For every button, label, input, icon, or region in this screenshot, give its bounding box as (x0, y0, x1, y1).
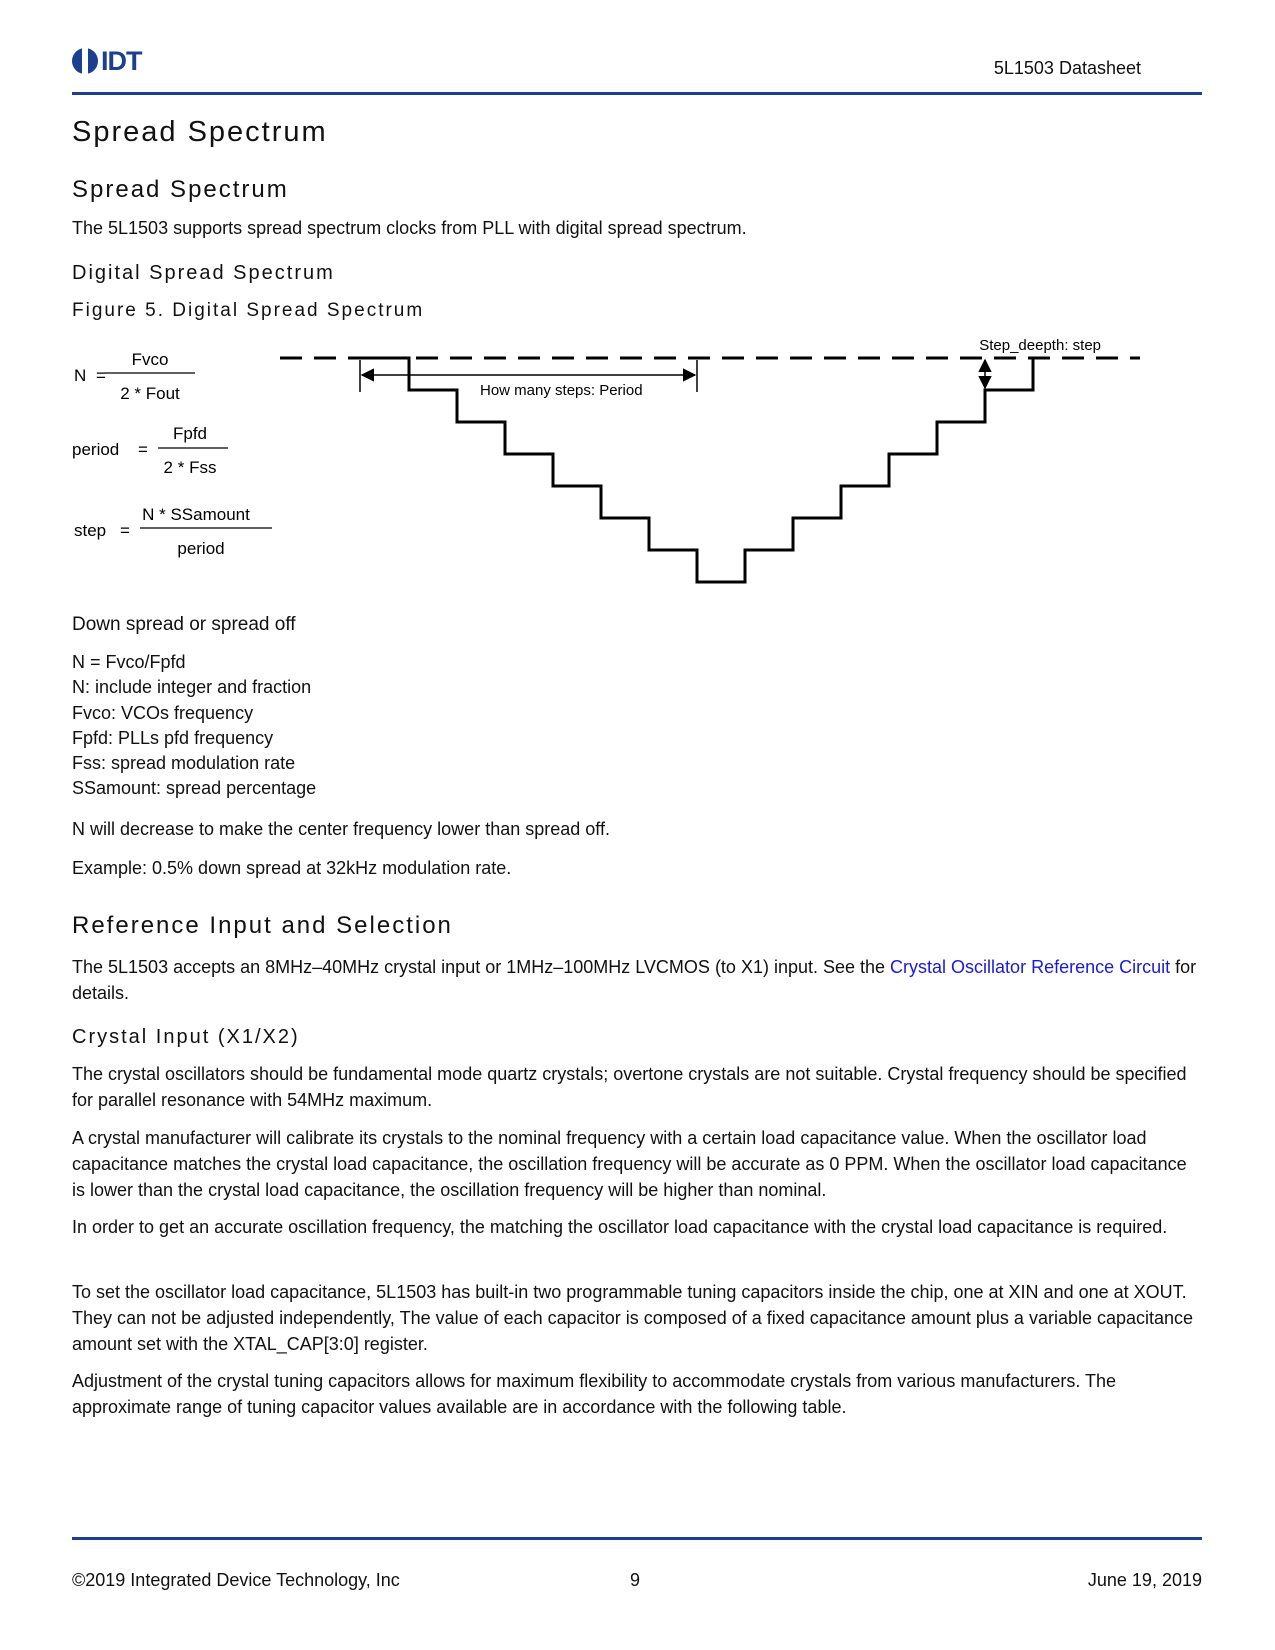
step-depth-label: Step_deepth: step (979, 337, 1101, 354)
formula-n-lhs: N (74, 366, 87, 385)
formula-step-lhs: step (74, 521, 107, 540)
down-spread-subtitle: Down spread or spread off (72, 614, 296, 635)
crystal-input-title: Crystal Input (X1/X2) (72, 1026, 300, 1048)
formula-n-denominator: 2 * Fout (120, 384, 180, 403)
definition-item: Fss: spread modulation rate (72, 753, 296, 774)
footer-page-number: 9 (630, 1570, 641, 1590)
definition-item: SSamount: spread percentage (72, 778, 317, 799)
formula-step (74, 505, 272, 558)
crystal-oscillator-link[interactable]: Crystal Oscillator Reference Circuit (890, 957, 1171, 977)
crystal-paragraph-1: The crystal oscillators should be fundamental mode quartz crystals; overtone crystals are not suitable. Crystal frequency should be specified for parallel resonance with 54MHz maximum. (72, 1064, 1187, 1110)
formula-step-denominator: period (177, 539, 225, 558)
definition-item: Fvco: VCOs frequency (72, 702, 254, 723)
intro-paragraph: The 5L1503 supports spread spectrum clocks from PLL with digital spread spectrum. (72, 218, 747, 238)
formula-period-denominator: 2 * Fss (163, 458, 217, 477)
reference-input-title: Reference Input and Selection (72, 912, 453, 939)
footer-date: June 19, 2019 (1087, 1570, 1202, 1590)
reference-paragraph (72, 954, 1202, 1006)
digital-spread-title: Digital Spread Spectrum (72, 262, 335, 284)
section-title: Spread Spectrum (72, 116, 328, 148)
formula-period (72, 424, 228, 477)
digital-spread-spectrum-figure (60, 325, 1210, 595)
header-rule (72, 92, 1202, 95)
reference-text-end: for details. (72, 957, 1197, 1003)
formula-period-numerator: Fpfd (172, 424, 208, 443)
subsection-title: Spread Spectrum (72, 176, 289, 203)
formula-period-lhs: period (72, 440, 120, 459)
spread-staircase-waveform (349, 358, 1033, 582)
formula-period-eq: = (138, 440, 148, 459)
definition-item: Fpfd: PLLs pfd frequency (72, 727, 274, 748)
formula-step-eq: = (120, 521, 130, 540)
formula-n (74, 350, 195, 403)
document-title: 5L1503 Datasheet (993, 58, 1141, 78)
crystal-paragraph-4: To set the oscillator load capacitance, 5L1503 has built-in two programmable tuning capacitors inside the chip, one at XIN and one at XOUT. They can not be adjusted independently, The value of each capacitor is composed of a fixed capacitance amount plus a variable capacitance amount set with the XTAL_CAP[3:0] register. (72, 1282, 1194, 1354)
reference-text: The 5L1503 accepts an 8MHz–40MHz crystal input or 1MHz–100MHz LVCMOS (to X1) input. See the (72, 957, 891, 977)
footer-copyright: ©2019 Integrated Device Technology, Inc (72, 1570, 400, 1590)
spread-example: Example: 0.5% down spread at 32kHz modulation rate. (72, 858, 512, 878)
period-label: How many steps: Period (480, 382, 643, 399)
idt-logo-mark-icon (72, 48, 98, 74)
spread-note: N will decrease to make the center frequency lower than spread off. (72, 819, 610, 839)
idt-logo (72, 44, 142, 78)
definitions-list (72, 650, 1202, 802)
crystal-paragraph-2: A crystal manufacturer will calibrate its crystals to the nominal frequency with a certain load capacitance value. When the oscillator load capacitance matches the crystal load capacitance, the oscillation frequency will be accurate as 0 PPM. When the oscillator load capacitance is lower than the crystal load capacitance, the oscillation frequency will be higher than nominal. (72, 1128, 1187, 1200)
formula-n-eq: = (96, 366, 106, 385)
crystal-paragraph-3: In order to get an accurate oscillation frequency, the matching the oscillator load capacitance with the crystal load capacitance is required. (72, 1217, 1168, 1237)
definition-item: N = Fvco/Fpfd (72, 652, 186, 672)
formula-n-numerator: Fvco (131, 350, 169, 369)
logo-text: IDT (101, 45, 142, 76)
footer-rule (72, 1537, 1202, 1540)
crystal-paragraph-5: Adjustment of the crystal tuning capacitors allows for maximum flexibility to accommodate crystals from various manufacturers. The approximate range of tuning capacitor values available are in accordance with the following table. (72, 1371, 1117, 1417)
definition-item: N: include integer and fraction (72, 677, 312, 698)
figure-caption: Figure 5. Digital Spread Spectrum (72, 300, 425, 321)
formula-step-numerator: N * SSamount (142, 505, 250, 524)
